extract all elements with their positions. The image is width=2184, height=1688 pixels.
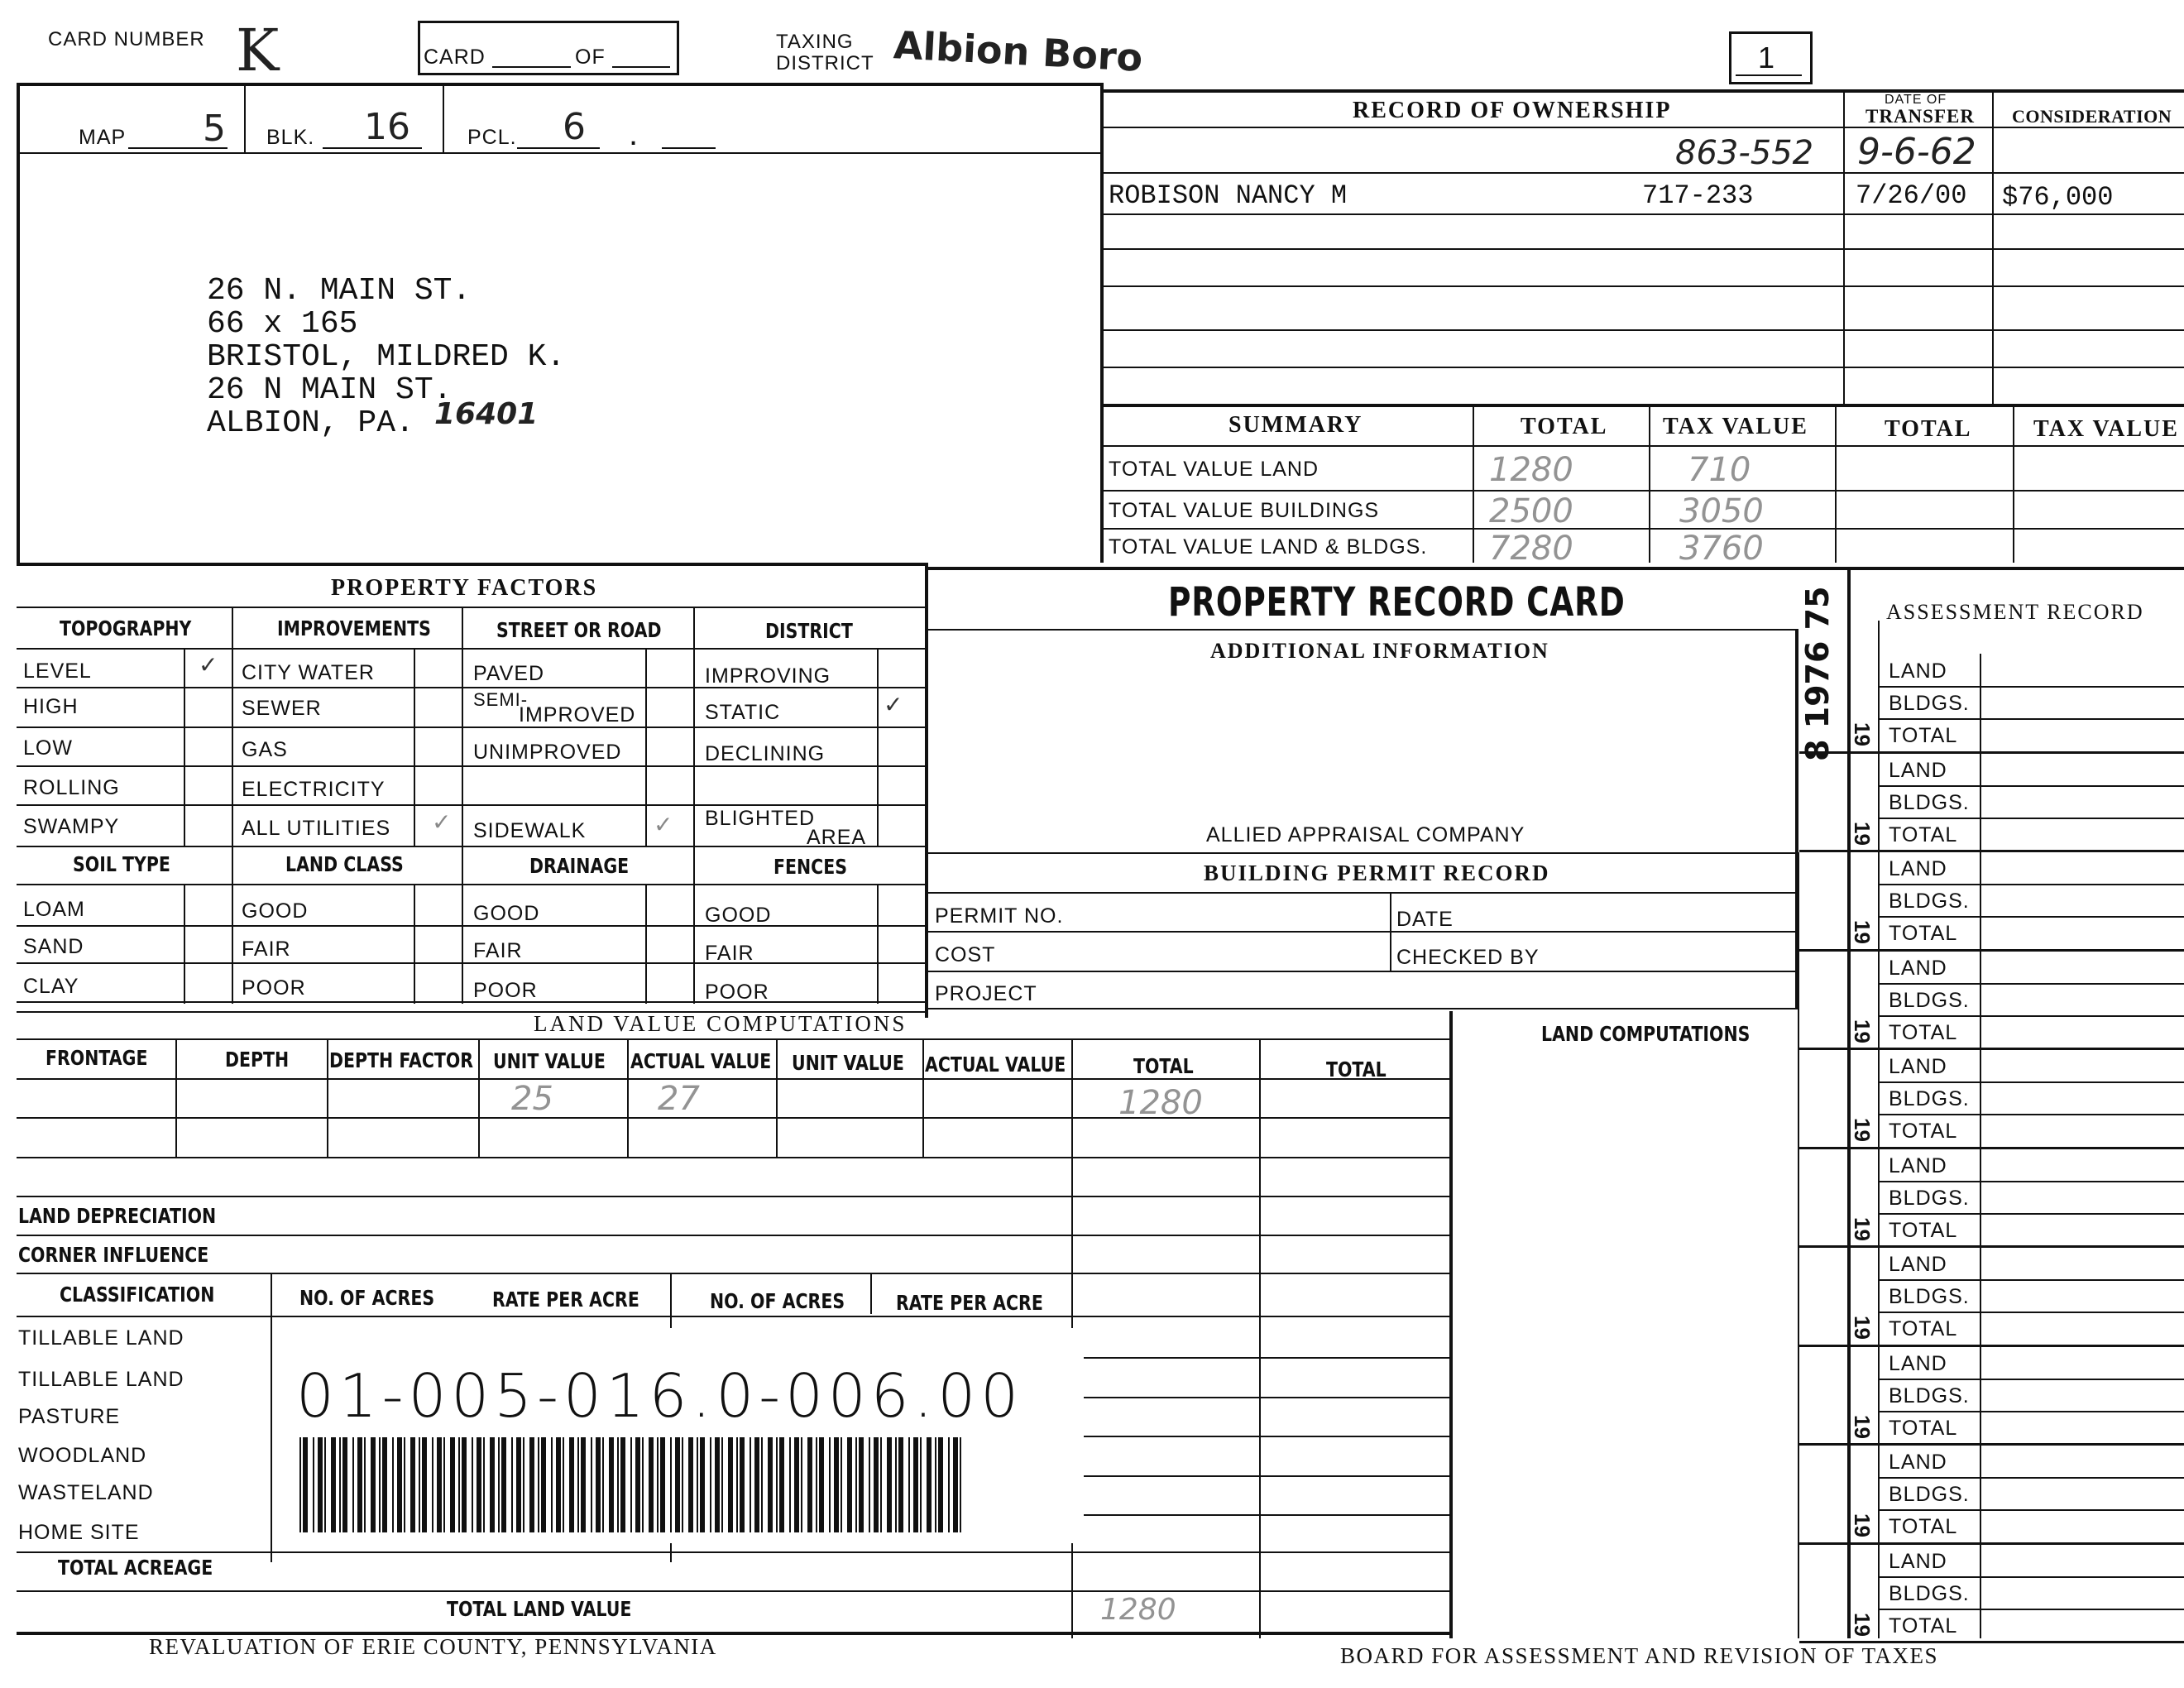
summary-combined-tax: 3760: [1679, 530, 1764, 568]
district-area: AREA: [807, 826, 867, 849]
district-static: STATIC: [705, 701, 781, 724]
address-line-2: 66 x 165: [207, 306, 358, 342]
ownership-row2-owner: ROBISON NANCY M: [1109, 180, 1348, 211]
total-acreage-label: TOTAL ACREAGE: [58, 1556, 213, 1580]
ownership-row2-date: 7/26/00: [1856, 180, 1967, 211]
additional-info-title: ADDITIONAL INFORMATION: [1210, 639, 1549, 663]
summary-bldgs-total: 2500: [1489, 492, 1573, 530]
address-line-3: BRISTOL, MILDRED K.: [207, 339, 566, 375]
assessment-total-label: TOTAL: [1889, 1515, 1958, 1538]
assessment-title: ASSESSMENT RECORD: [1886, 600, 2144, 624]
fences-header: FENCES: [774, 855, 847, 879]
assessment-year-prefix: 19: [1849, 920, 1875, 944]
summary-total2-header: TOTAL: [1885, 416, 1972, 442]
acres2-header: NO. OF ACRES: [710, 1289, 845, 1313]
assessment-total-label: TOTAL: [1889, 822, 1958, 846]
drainage-poor: POOR: [473, 979, 538, 1002]
assessment-year-prefix: 19: [1849, 1216, 1875, 1241]
assessment-bldgs-label: BLDGS.: [1889, 1581, 1970, 1605]
fences-good: GOOD: [705, 904, 772, 927]
assessment-total-label: TOTAL: [1889, 1218, 1958, 1242]
permit-title: BUILDING PERMIT RECORD: [1204, 861, 1550, 885]
class-wasteland: WASTELAND: [18, 1481, 154, 1504]
summary-tax-value-header: TAX VALUE: [1663, 414, 1808, 439]
assessment-year-prefix: 19: [1849, 1019, 1875, 1043]
col-depth: DEPTH: [225, 1048, 290, 1072]
class-woodland: WOODLAND: [18, 1444, 147, 1467]
assessment-land-label: LAND: [1889, 758, 1947, 782]
row-actual-value: 27: [658, 1080, 700, 1118]
land-class-poor: POOR: [242, 976, 306, 1000]
soil-type-header: SOIL TYPE: [73, 852, 170, 876]
assessment-bldgs-label: BLDGS.: [1889, 890, 1970, 913]
street-improved: IMPROVED: [519, 703, 636, 727]
blk-label: BLK.: [266, 126, 315, 149]
assessment-year-prefix: 19: [1849, 821, 1875, 846]
summary-combined-total: 7280: [1489, 530, 1573, 568]
row-total-value: 1280: [1118, 1084, 1203, 1122]
assessment-year-prefix: 19: [1849, 722, 1875, 746]
consideration-label: CONSIDERATION: [2012, 106, 2172, 127]
acres-header: NO. OF ACRES: [299, 1286, 435, 1310]
street-semi: SEMI-: [473, 689, 529, 710]
address-line-1: 26 N. MAIN ST.: [207, 273, 472, 309]
impr-gas: GAS: [242, 738, 288, 761]
col-total-2: TOTAL: [1326, 1057, 1387, 1081]
summary-total-header: TOTAL: [1521, 414, 1608, 439]
assessment-total-label: TOTAL: [1889, 1317, 1958, 1340]
ownership-title: RECORD OF OWNERSHIP: [1353, 98, 1672, 123]
class-tillable-1: TILLABLE LAND: [18, 1326, 184, 1350]
street-sidewalk: SIDEWALK: [473, 819, 587, 842]
total-land-value-label: TOTAL LAND VALUE: [447, 1597, 632, 1621]
summary-row-total-label: TOTAL VALUE LAND & BLDGS.: [1109, 535, 1428, 559]
land-depreciation-label: LAND DEPRECIATION: [18, 1204, 217, 1228]
pcl-dot: .: [629, 116, 639, 152]
street-unimproved: UNIMPROVED: [473, 741, 622, 764]
col-unit-value-2: UNIT VALUE: [792, 1051, 904, 1075]
property-factors-title: PROPERTY FACTORS: [331, 575, 598, 601]
classification-header: CLASSIFICATION: [60, 1283, 215, 1307]
drainage-header: DRAINAGE: [529, 854, 630, 878]
drainage-good: GOOD: [473, 902, 540, 925]
assessment-bldgs-label: BLDGS.: [1889, 1383, 1970, 1407]
parcel-id-handwritten: 01-005-016.0-006.00: [296, 1361, 1024, 1431]
assessment-total-label: TOTAL: [1889, 1614, 1958, 1638]
date-stamp: 8 1976 75: [1799, 586, 1836, 761]
ownership-row1-date: 9-6-62: [1857, 131, 1976, 173]
impr-all-utilities: ALL UTILITIES: [242, 817, 391, 840]
assessment-year-prefix: 19: [1849, 1316, 1875, 1340]
permit-cost-label: COST: [935, 943, 996, 966]
fences-fair: FAIR: [705, 942, 754, 965]
assessment-land-label: LAND: [1889, 1253, 1947, 1276]
soil-sand: SAND: [23, 935, 84, 958]
class-home-site: HOME SITE: [18, 1521, 140, 1544]
rate-header: RATE PER ACRE: [492, 1288, 639, 1312]
barcode-icon: [299, 1437, 1003, 1537]
ownership-row1-book: 863-552: [1675, 134, 1814, 172]
footer-left: REVALUATION OF ERIE COUNTY, PENNSYLVANIA: [149, 1634, 717, 1659]
class-pasture: PASTURE: [18, 1405, 121, 1428]
check-mark-icon: ✓: [199, 652, 218, 678]
assessment-bldgs-label: BLDGS.: [1889, 790, 1970, 814]
assessment-year-prefix: 19: [1849, 1118, 1875, 1142]
map-label: MAP: [79, 126, 127, 149]
col-frontage: FRONTAGE: [46, 1046, 148, 1070]
ownership-row2-consideration: $76,000: [2002, 182, 2114, 213]
district-improving: IMPROVING: [705, 664, 831, 688]
assessment-bldgs-label: BLDGS.: [1889, 692, 1970, 715]
assessment-land-label: LAND: [1889, 1549, 1947, 1573]
card-number-label: CARD NUMBER: [48, 28, 205, 50]
permit-project-label: PROJECT: [935, 982, 1037, 1005]
address-zip: 16401: [434, 397, 539, 431]
rate2-header: RATE PER ACRE: [896, 1291, 1043, 1315]
impr-city-water: CITY WATER: [242, 661, 375, 684]
assessment-bldgs-label: BLDGS.: [1889, 988, 1970, 1012]
class-tillable-2: TILLABLE LAND: [18, 1368, 184, 1391]
impr-sewer: SEWER: [242, 697, 322, 720]
assessment-bldgs-label: BLDGS.: [1889, 1186, 1970, 1210]
drainage-fair: FAIR: [473, 939, 523, 962]
card-number-value: K: [236, 17, 280, 84]
fences-poor: POOR: [705, 981, 769, 1004]
street-header: STREET OR ROAD: [496, 618, 662, 642]
assessment-total-label: TOTAL: [1889, 1020, 1958, 1044]
land-class-fair: FAIR: [242, 938, 291, 961]
summary-row-land-label: TOTAL VALUE LAND: [1109, 458, 1320, 481]
col-total-1: TOTAL: [1133, 1054, 1194, 1078]
topography-header: TOPOGRAPHY: [60, 616, 192, 640]
topo-rolling: ROLLING: [23, 776, 120, 799]
taxing-district-value: Albion Boro: [892, 22, 1144, 80]
check-mark-icon: ✓: [432, 809, 452, 835]
assessment-land-label: LAND: [1889, 1351, 1947, 1375]
check-mark-icon: ✓: [654, 812, 673, 837]
assessment-land-label: LAND: [1889, 1055, 1947, 1078]
col-depth-factor: DEPTH FACTOR: [329, 1048, 474, 1072]
topo-swampy: SWAMPY: [23, 815, 120, 838]
impr-electricity: ELECTRICITY: [242, 778, 386, 801]
assessment-total-label: TOTAL: [1889, 1416, 1958, 1440]
topo-high: HIGH: [23, 695, 79, 718]
topo-level: LEVEL: [23, 659, 92, 683]
district-declining: DECLINING: [705, 742, 826, 765]
permit-no-label: PERMIT NO.: [935, 904, 1064, 928]
assessment-bldgs-label: BLDGS.: [1889, 1483, 1970, 1506]
card-of-of-label: OF: [575, 46, 606, 69]
address-line-5: ALBION, PA.: [207, 405, 414, 441]
col-actual-value-2: ACTUAL VALUE: [925, 1053, 1066, 1077]
blk-value: 16: [364, 106, 410, 148]
land-class-header: LAND CLASS: [285, 852, 404, 876]
total-land-value-amount: 1280: [1100, 1593, 1176, 1627]
transfer-label: TRANSFER: [1866, 106, 1975, 127]
card-of-card-label: CARD: [424, 46, 486, 69]
box-number: 1: [1729, 31, 1813, 84]
assessment-total-label: TOTAL: [1889, 724, 1958, 747]
land-class-good: GOOD: [242, 899, 309, 923]
district-header: DISTRICT: [765, 619, 853, 643]
assessment-land-label: LAND: [1889, 857, 1947, 880]
permit-date-label: DATE: [1396, 908, 1454, 931]
appraiser-name: ALLIED APPRAISAL COMPANY: [1206, 823, 1525, 846]
ownership-row2-book: 717-233: [1642, 180, 1754, 211]
summary-land-total: 1280: [1489, 451, 1573, 489]
summary-title: SUMMARY: [1228, 412, 1363, 438]
address-line-4: 26 N MAIN ST.: [207, 372, 453, 408]
check-mark-icon: ✓: [884, 692, 903, 717]
assessment-land-label: LAND: [1889, 1451, 1947, 1474]
assessment-land-label: LAND: [1889, 659, 1947, 683]
permit-checked-by-label: CHECKED BY: [1396, 946, 1540, 969]
assessment-land-label: LAND: [1889, 956, 1947, 980]
topo-low: LOW: [23, 736, 73, 760]
land-computations-title: LAND COMPUTATIONS: [1541, 1022, 1751, 1046]
pcl-value: 6: [563, 106, 586, 148]
summary-land-tax: 710: [1688, 451, 1751, 489]
soil-loam: LOAM: [23, 898, 85, 921]
improvements-header: IMPROVEMENTS: [277, 616, 431, 640]
assessment-total-label: TOTAL: [1889, 922, 1958, 945]
summary-tax-value2-header: TAX VALUE: [2033, 416, 2179, 442]
summary-bldgs-tax: 3050: [1679, 492, 1764, 530]
pcl-label: PCL.: [467, 126, 517, 149]
assessment-year-prefix: 19: [1849, 1414, 1875, 1439]
card-title: PROPERTY RECORD CARD: [1168, 579, 1626, 626]
assessment-bldgs-label: BLDGS.: [1889, 1087, 1970, 1110]
col-unit-value-1: UNIT VALUE: [493, 1049, 606, 1073]
assessment-total-label: TOTAL: [1889, 1120, 1958, 1143]
footer-right: BOARD FOR ASSESSMENT AND REVISION OF TAXES: [1340, 1643, 1938, 1668]
assessment-bldgs-label: BLDGS.: [1889, 1285, 1970, 1308]
parcel-label-sticker: [290, 1328, 1084, 1543]
map-value: 5: [203, 108, 226, 150]
assessment-year-prefix: 19: [1849, 1612, 1875, 1637]
col-actual-value-1: ACTUAL VALUE: [630, 1049, 772, 1073]
land-value-title: LAND VALUE COMPUTATIONS: [534, 1011, 908, 1036]
row-unit-value: 25: [511, 1080, 553, 1118]
taxing-district-label: TAXING DISTRICT: [776, 31, 874, 74]
corner-influence-label: CORNER INFLUENCE: [18, 1243, 209, 1267]
assessment-year-prefix: 19: [1849, 1513, 1875, 1537]
district-blighted: BLIGHTED: [705, 807, 816, 830]
summary-row-bldgs-label: TOTAL VALUE BUILDINGS: [1109, 499, 1380, 522]
assessment-land-label: LAND: [1889, 1153, 1947, 1177]
date-of-label: DATE OF: [1885, 93, 1947, 107]
soil-clay: CLAY: [23, 975, 79, 998]
street-paved: PAVED: [473, 662, 545, 685]
